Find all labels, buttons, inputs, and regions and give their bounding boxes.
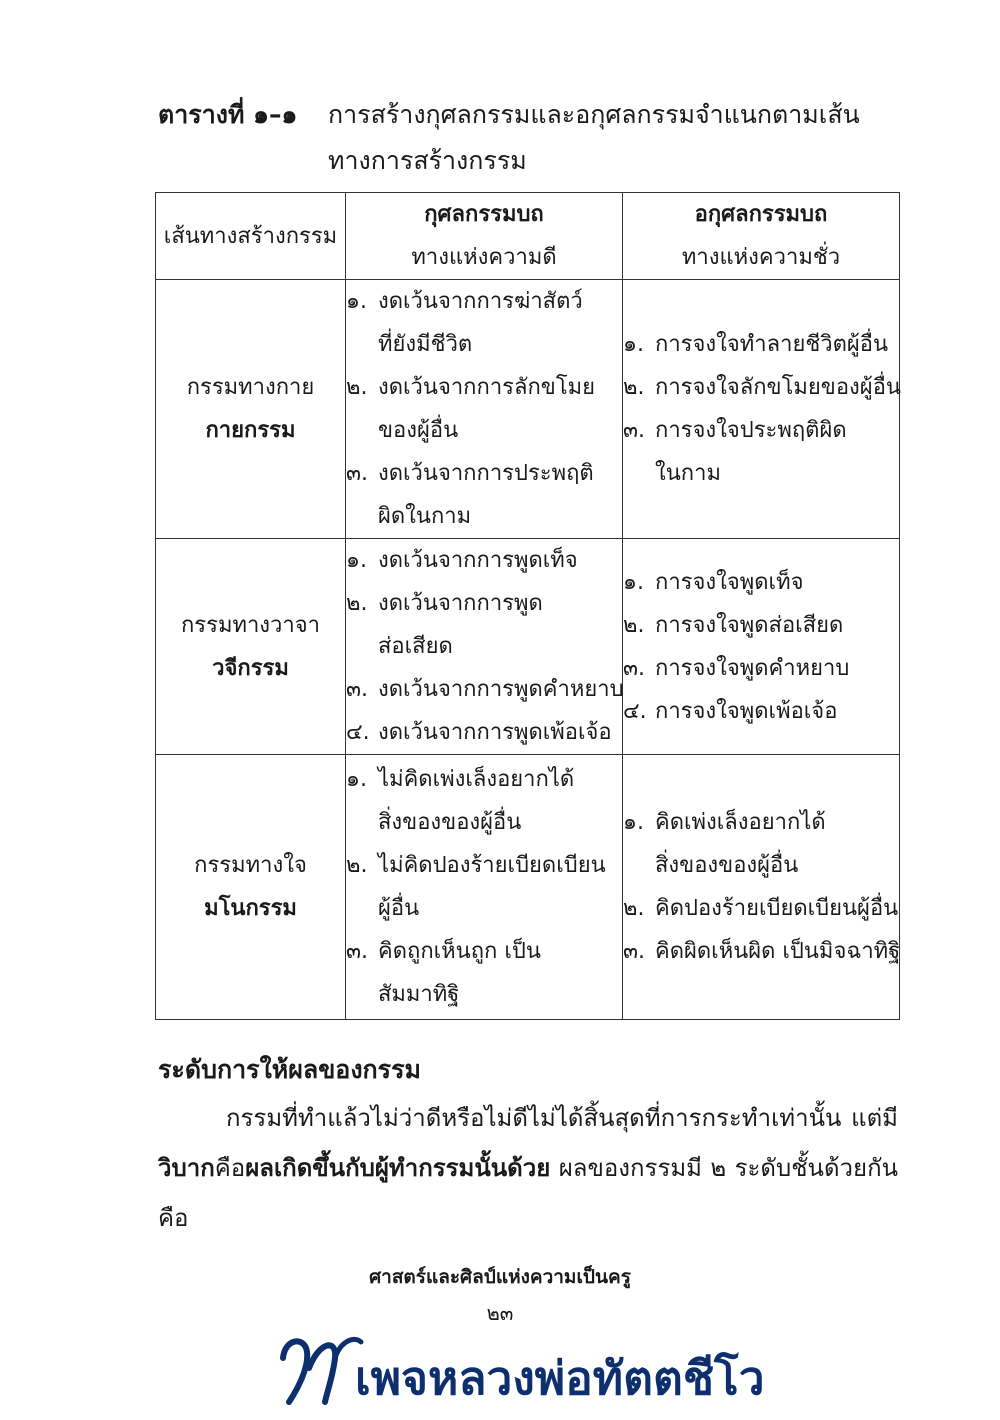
list-item-number: ๓. xyxy=(623,418,646,443)
list-item xyxy=(346,930,622,1016)
good-list-cell xyxy=(346,539,623,755)
list-item-text: การจงใจพูดเพ้อเจ้อ xyxy=(655,698,838,724)
good-list-cell xyxy=(346,280,623,539)
list-item-text: การจงใจพูดส่อเสียด xyxy=(655,612,844,638)
list-item-number: ๒. xyxy=(623,375,645,400)
brand-swoosh-icon xyxy=(275,1328,365,1408)
path-cell xyxy=(156,539,346,755)
list-item xyxy=(346,711,622,754)
list-item-text: คิดปองร้ายเบียดเบียนผู้อื่น xyxy=(655,896,899,921)
list-item-continuation: สิ่งของของผู้อื่น xyxy=(655,853,799,878)
good-list-cell xyxy=(346,755,623,1020)
list-item xyxy=(346,366,622,452)
list-item xyxy=(346,668,622,711)
path-cell xyxy=(156,755,346,1020)
list-item-continuation: สิ่งของของผู้อื่น xyxy=(378,810,522,835)
list-item-number: ๔. xyxy=(346,720,370,745)
path-name: กรรมทางวาจา xyxy=(180,612,320,638)
header-bad-sub: ทางแห่งความชั่ว xyxy=(681,245,841,270)
table-row xyxy=(156,280,900,539)
path-term: มโนกรรม xyxy=(204,896,297,921)
list-item-text: การจงใจประพฤติผิด xyxy=(655,418,847,443)
bad-list-cell xyxy=(623,755,900,1020)
footer-title: ศาสตร์และศิลป์แห่งความเป็นครู xyxy=(369,1266,631,1288)
list-item-continuation: สัมมาทิฐิ xyxy=(378,982,460,1007)
header-path: เส้นทางสร้างกรรม xyxy=(156,193,346,280)
list-item xyxy=(623,561,899,604)
karma-table xyxy=(155,192,900,1020)
list-item-text: งดเว้นจากการพูด xyxy=(378,591,543,616)
list-item-number: ๑. xyxy=(346,289,367,314)
table-caption-label: ตารางที่ ๑–๑ xyxy=(158,100,298,129)
list-item-number: ๓. xyxy=(623,655,646,681)
section-title: ระดับการให้ผลของกรรม xyxy=(158,1055,422,1084)
list-item xyxy=(623,323,899,366)
list-item-continuation: ในกาม xyxy=(655,461,721,486)
list-item xyxy=(623,409,899,495)
list-item-number: ๒. xyxy=(346,853,368,878)
list-item-number: ๑. xyxy=(623,332,644,357)
list-item-text: ไม่คิดเพ่งเล็งอยากได้ xyxy=(378,767,575,792)
list-item-continuation: ผู้อื่น xyxy=(378,896,420,921)
list-item-continuation: ที่ยังมีชีวิต xyxy=(378,332,473,357)
list-item-text: งดเว้นจากการลักขโมย xyxy=(378,375,596,400)
table-header-row xyxy=(156,193,900,280)
list-item-number: ๑. xyxy=(623,810,644,835)
body-text-3: ผลของกรรมมี ๒ ระดับชั้นด้วยกัน คือ xyxy=(158,1154,898,1232)
list-item xyxy=(623,647,899,690)
header-good xyxy=(346,193,623,280)
list-item-text: คิดถูกเห็นถูก เป็น xyxy=(378,939,541,964)
list-item xyxy=(346,452,622,538)
list-item-text: งดเว้นจากการพูดเพ้อเจ้อ xyxy=(378,720,612,745)
list-item-number: ๒. xyxy=(346,375,368,400)
list-item xyxy=(623,887,899,930)
list-item-number: ๒. xyxy=(346,591,368,616)
path-term: วจีกรรม xyxy=(212,655,289,681)
list-item-text: การจงใจลักขโมยของผู้อื่น xyxy=(655,375,901,400)
list-item xyxy=(623,604,899,647)
list-item-number: ๓. xyxy=(346,939,369,964)
path-name: กรรมทางกาย xyxy=(186,375,315,400)
list-item-number: ๒. xyxy=(623,612,645,638)
list-item xyxy=(346,280,622,366)
list-item xyxy=(623,930,899,973)
list-item-text: การจงใจพูดเท็จ xyxy=(655,569,804,595)
bad-list-cell xyxy=(623,280,900,539)
bad-list-cell xyxy=(623,539,900,755)
list-item-number: ๑. xyxy=(623,569,644,595)
list-item xyxy=(346,539,622,582)
list-item-number: ๑. xyxy=(346,548,367,573)
list-item xyxy=(623,801,899,887)
list-item-text: งดเว้นจากการประพฤติ xyxy=(378,461,594,486)
list-item-number: ๓. xyxy=(623,939,646,964)
body-paragraph xyxy=(158,1093,898,1243)
list-item-text: การจงใจพูดคำหยาบ xyxy=(655,655,850,681)
path-term: กายกรรม xyxy=(205,418,296,443)
brand-logo xyxy=(275,1328,765,1408)
page-number: ๒๓ xyxy=(486,1301,514,1325)
list-item-number: ๒. xyxy=(623,896,645,921)
list-item-continuation: ของผู้อื่น xyxy=(378,418,459,443)
list-item-continuation: ส่อเสียด xyxy=(378,634,453,659)
list-item-number: ๓. xyxy=(346,461,369,486)
body-text-2: คือ xyxy=(214,1154,246,1182)
list-item-continuation: ผิดในกาม xyxy=(378,504,472,529)
list-item xyxy=(346,758,622,844)
list-item-text: งดเว้นจากการพูดคำหยาบ xyxy=(378,677,624,702)
header-bad-title: อกุศลกรรมบถ xyxy=(694,202,828,227)
list-item xyxy=(346,582,622,668)
list-item-text: งดเว้นจากการพูดเท็จ xyxy=(378,548,578,573)
list-item-text: การจงใจทำลายชีวิตผู้อื่น xyxy=(655,332,889,357)
list-item xyxy=(623,690,899,733)
list-item-text: ไม่คิดปองร้ายเบียดเบียน xyxy=(378,853,606,878)
list-item-number: ๑. xyxy=(346,767,367,792)
table-caption-text: การสร้างกุศลกรรมและอกุศลกรรมจำแนกตามเส้นทางการสร้างกรรม xyxy=(328,100,860,175)
body-bold-1: วิบาก xyxy=(158,1154,215,1182)
list-item xyxy=(623,366,899,409)
body-text-1: กรรมที่ทำแล้วไม่ว่าดีหรือไม่ดีไม่ได้สิ้นสุดที่การกระทำเท่านั้น แต่มี xyxy=(226,1104,898,1132)
header-good-title: กุศลกรรมบถ xyxy=(424,202,544,227)
brand-name: เพจหลวงพ่อทัตตชีโว xyxy=(355,1351,765,1405)
body-bold-2: ผลเกิดขึ้นกับผู้ทำกรรมนั้นด้วย xyxy=(245,1154,551,1182)
table-row xyxy=(156,539,900,755)
table-row xyxy=(156,755,900,1020)
path-name: กรรมทางใจ xyxy=(194,853,307,878)
list-item-number: ๔. xyxy=(623,698,647,724)
path-cell xyxy=(156,280,346,539)
list-item-text: งดเว้นจากการฆ่าสัตว์ xyxy=(378,289,583,314)
list-item-number: ๓. xyxy=(346,677,369,702)
list-item xyxy=(346,844,622,930)
list-item-text: คิดผิดเห็นผิด เป็นมิจฉาทิฐิ xyxy=(655,939,901,964)
list-item-text: คิดเพ่งเล็งอยากได้ xyxy=(655,810,826,835)
header-good-sub: ทางแห่งความดี xyxy=(411,245,557,270)
header-bad xyxy=(623,193,900,280)
